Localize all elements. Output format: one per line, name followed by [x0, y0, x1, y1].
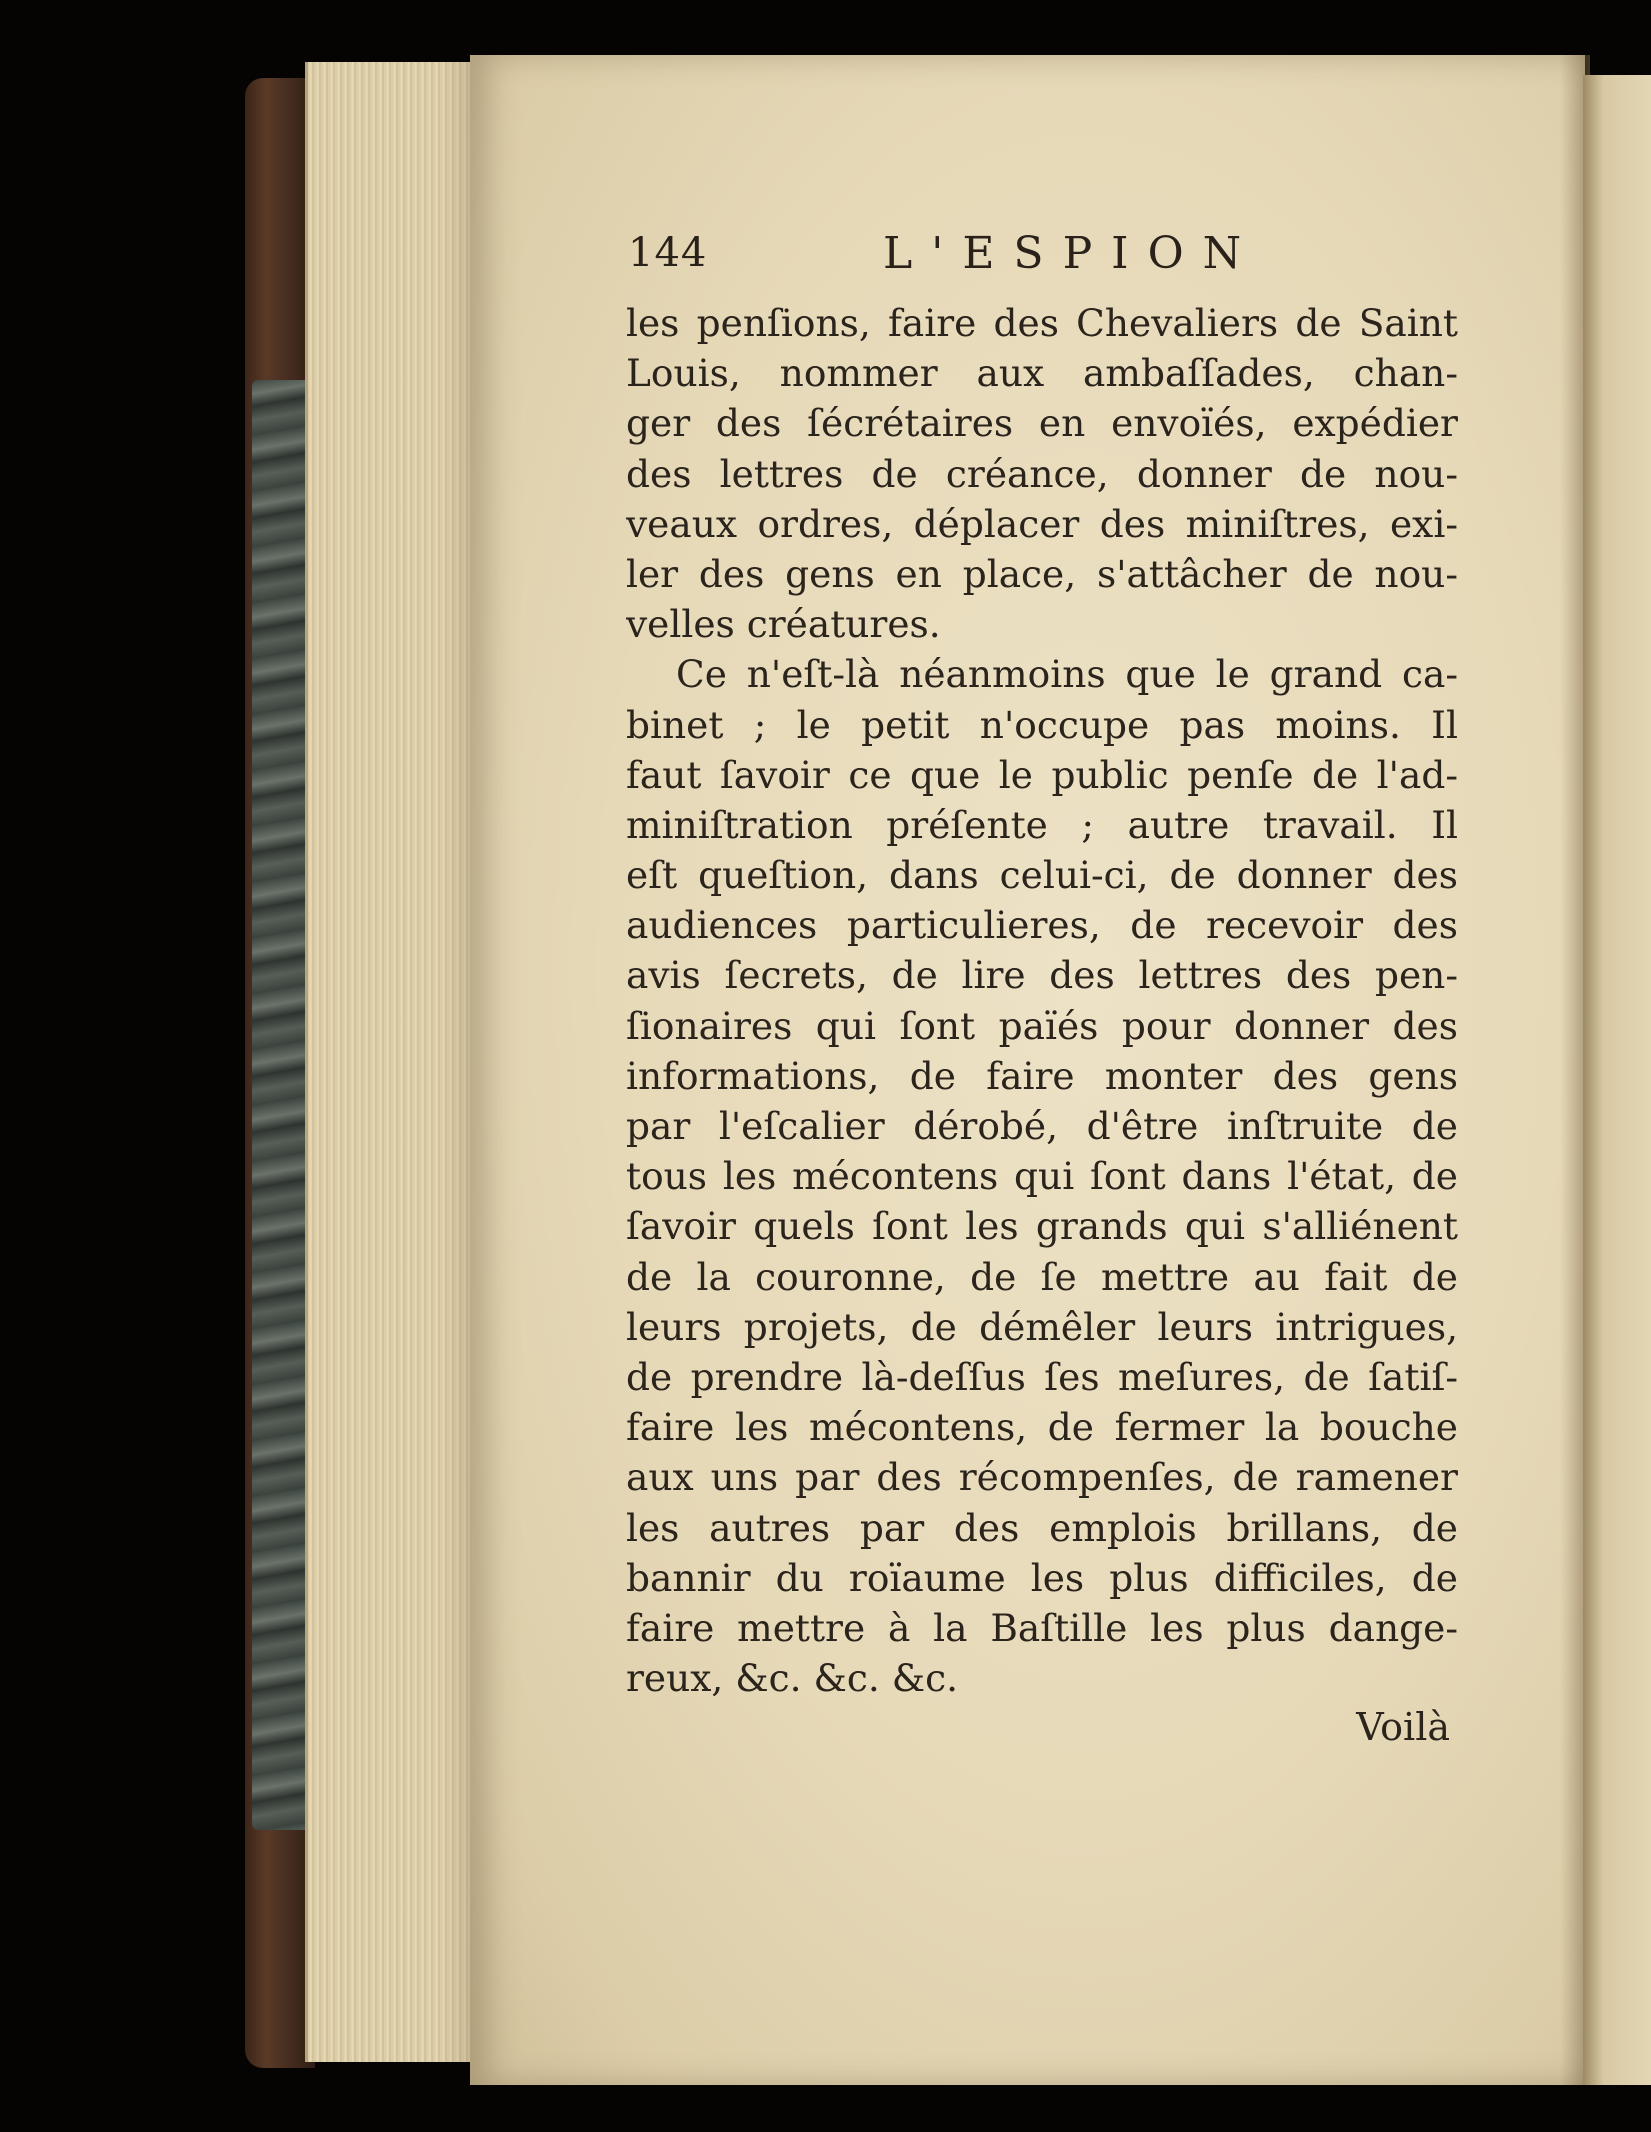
text-line: Louis, nommer aux ambaſſades, chan- [626, 351, 1458, 396]
text-line: faut ſavoir ce que le public penſe de l'ad- [626, 752, 1458, 797]
page-header [628, 228, 1448, 288]
text-line: des lettres de créance, donner de nou- [626, 451, 1458, 496]
text-line: ſavoir quels ſont les grands qui s'alliénent [626, 1204, 1458, 1249]
text-line: faire les mécontens, de fermer la bouche [626, 1405, 1458, 1450]
text-line: avis ſecrets, de lire des lettres des pen- [626, 953, 1458, 998]
text-line: ler des gens en place, s'attâcher de nou- [626, 551, 1458, 596]
text-line: audiences particulieres, de recevoir des [626, 903, 1458, 948]
text-line: informations, de faire monter des gens [626, 1053, 1458, 1098]
text-line: leurs projets, de démêler leurs intrigues, [626, 1304, 1458, 1349]
text-line: les penſions, faire des Chevaliers de Saint [626, 301, 1458, 345]
text-line: bannir du roïaume les plus difficiles, de [626, 1555, 1458, 1600]
text-line: veaux ordres, déplacer des miniſtres, exi- [626, 501, 1458, 546]
text-line: reux, &c. &c. &c. [626, 1656, 959, 1701]
text-line: tous les mécontens qui ſont dans l'état, de [626, 1154, 1458, 1199]
page-number: 144 [628, 230, 708, 276]
text-line: de prendre là-deſſus ſes meſures, de ſatiſ- [626, 1354, 1458, 1399]
text-line: les autres par des emplois brillans, de [626, 1505, 1458, 1550]
text-line: par l'eſcalier dérobé, d'être inſtruite de [626, 1104, 1458, 1148]
text-line: miniſtration préſente ; autre travail. Il [626, 802, 1458, 847]
facing-page-sliver [1583, 75, 1651, 2085]
running-title: L'ESPION [883, 228, 1261, 279]
text-line: Ce n'eſt-là néanmoins que le grand ca- [676, 652, 1458, 697]
text-line: aux uns par des récompenſes, de ramener [626, 1455, 1458, 1500]
text-line: velles créatures. [626, 602, 941, 647]
text-line: ger des ſécrétaires en envoïés, expédier [626, 401, 1458, 446]
body-text [626, 298, 1458, 1703]
text-line: binet ; le petit n'occupe pas moins. Il [626, 702, 1458, 747]
catchword: Voilà [1356, 1705, 1450, 1749]
text-line: ſionaires qui ſont païés pour donner des [626, 1003, 1458, 1048]
text-line: eſt queſtion, dans celui-ci, de donner des [626, 853, 1458, 898]
text-line: de la couronne, de ſe mettre au fait de [626, 1254, 1458, 1299]
text-line: faire mettre à la Baſtille les plus dange- [626, 1605, 1458, 1650]
